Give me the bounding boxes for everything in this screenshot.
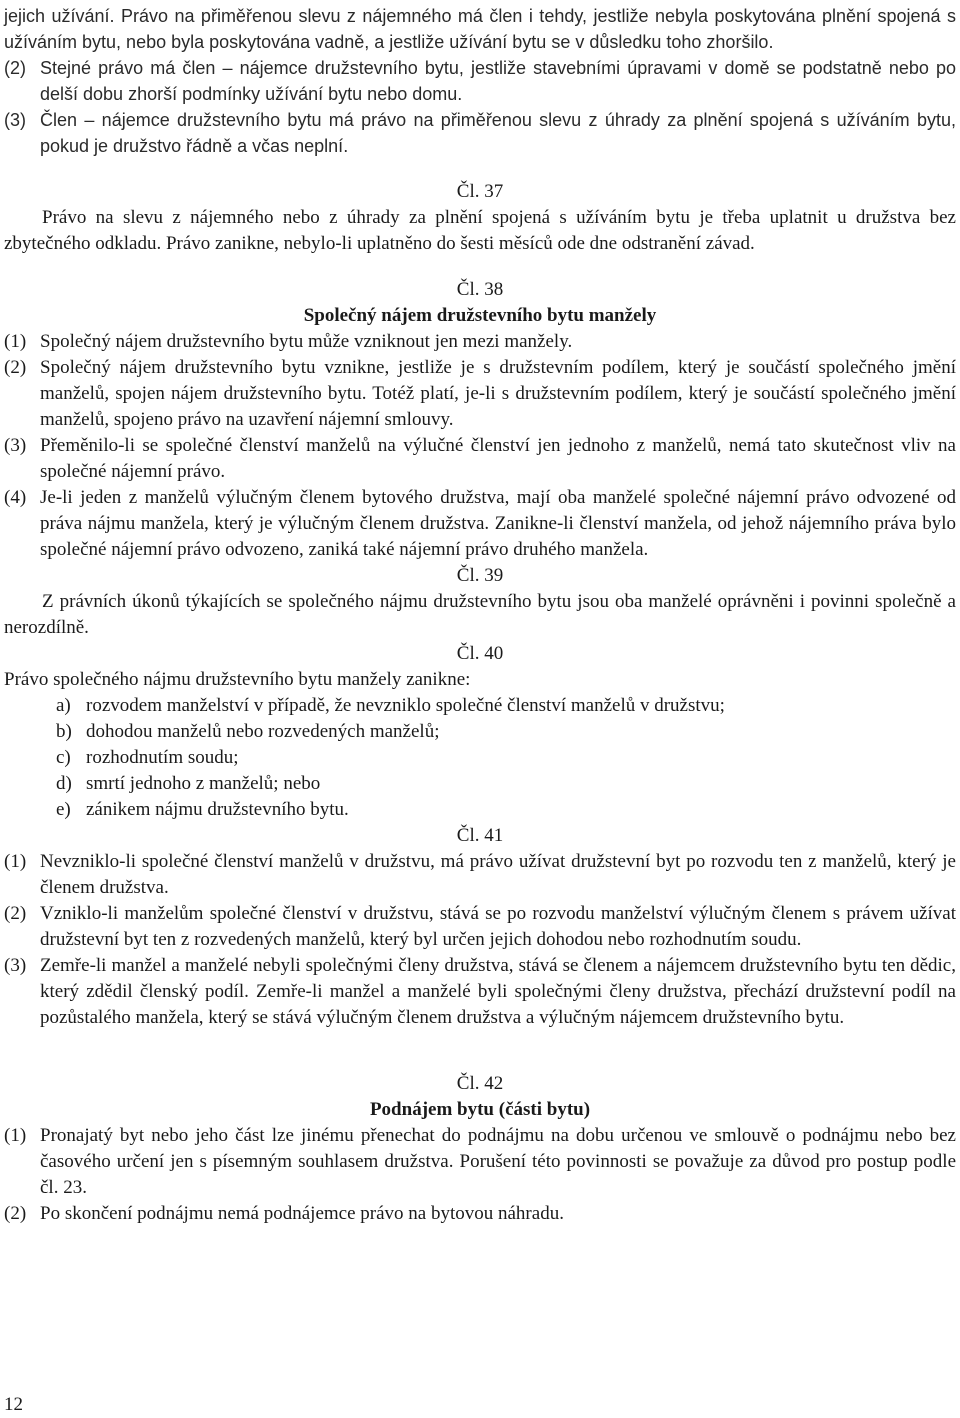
paragraph-text: Společný nájem družstevního bytu vznikne, jestliže je s družstevním podílem, který je součástí společného jmění manželů, spojen nájem družstevního bytu. Totéž platí, je-li s družstevním podílem, který je součástí společného jmění manželů, spojeno právo na uzavření nájemní smlouvy.: [40, 357, 956, 430]
list-item-a: [4, 693, 956, 719]
list-label: a): [56, 695, 71, 716]
paragraph-number: (1): [4, 331, 27, 352]
paragraph-number: (3): [4, 435, 27, 456]
paragraph-41-1: [4, 849, 956, 901]
article-40-intro: Právo společného nájmu družstevního bytu manžely zanikne:: [4, 669, 471, 690]
paragraph-38-4: [4, 485, 956, 563]
list-label: b): [56, 721, 72, 742]
list-text: zánikem nájmu družstevního bytu.: [86, 799, 349, 820]
paragraph-number: (3): [4, 110, 26, 130]
article-39-text: Z právních úkonů týkajících se společného nájmu družstevního bytu jsou oba manželé oprávněni i povinni společně a nerozdílně.: [4, 591, 956, 638]
list-text: dohodou manželů nebo rozvedených manželů;: [86, 721, 440, 742]
paragraph-text: Zemře-li manžel a manželé nebyli společnými členy družstva, stává se členem a nájemcem družstevního bytu ten dědic, který zdědil členský podíl. Zemře-li manžel a manželé byli společnými členy družstva, přechází družstevní podíl na pozůstalého manžela, který se stává výlučným členem družstva a výlučným nájemcem družstevního bytu.: [40, 955, 956, 1028]
paragraph-text: Přeměnilo-li se společné členství manželů na výlučné členství jen jednoho z manželů, nemá tato skutečnost vliv na společné nájemní právo.: [40, 435, 956, 482]
article-37-heading: Čl. 37: [456, 181, 504, 202]
page-number: 12: [4, 1394, 23, 1415]
article-42-heading: Čl. 42: [456, 1073, 504, 1094]
paragraph-number: (1): [4, 1125, 27, 1146]
paragraph-36-3: [4, 107, 956, 159]
document-page: [0, 3, 960, 1418]
list-text: rozhodnutím soudu;: [86, 747, 239, 768]
article-38-heading: Čl. 38: [456, 279, 504, 300]
article-40-heading: Čl. 40: [456, 643, 504, 664]
article-42-title: Podnájem bytu (části bytu): [369, 1099, 591, 1120]
paragraph-42-1: [4, 1123, 956, 1201]
paragraph-number: (4): [4, 487, 27, 508]
list-item-d: [4, 771, 956, 797]
paragraph-38-3: [4, 433, 956, 485]
paragraph-text: Stejné právo má člen – nájemce družstevního bytu, jestliže stavebními úpravami v domě se podstatně nebo po delší dobu zhorší podmínky užívání bytu nebo domu.: [40, 58, 956, 104]
list-item-e: [4, 797, 956, 823]
paragraph-number: (3): [4, 955, 27, 976]
list-label: c): [56, 747, 71, 768]
paragraph-text: Nevzniklo-li společné členství manželů v družstvu, má právo užívat družstevní byt po rozvodu ten z manželů, který je členem družstva.: [40, 851, 956, 898]
paragraph-text: Po skončení podnájmu nemá podnájemce právo na bytovou náhradu.: [40, 1203, 564, 1224]
paragraph-number: (2): [4, 58, 26, 78]
article-38-title: Společný nájem družstevního bytu manžely: [303, 305, 657, 326]
article-37-text: Právo na slevu z nájemného nebo z úhrady za plnění spojená s užíváním bytu je třeba uplatnit u družstva bez zbytečného odkladu. Právo zanikne, nebylo-li uplatněno do šesti měsíců ode dne odstranění závad.: [4, 207, 956, 254]
paragraph-number: (2): [4, 903, 27, 924]
paragraph-text: Pronajatý byt nebo jeho část lze jinému přenechat do podnájmu na dobu určenou ve smlouvě o podnájmu nebo bez časového určení jen s písemným souhlasem družstva. Porušení této povinnosti se považuje za důvod pro postup podle čl. 23.: [40, 1125, 956, 1198]
list-item-c: [4, 745, 956, 771]
list-text: smrtí jednoho z manželů; nebo: [86, 773, 321, 794]
paragraph-text: Vzniklo-li manželům společné členství v družstvu, stává se po rozvodu manželství výlučným členem s právem užívat družstevní byt ten z rozvedených manželů, který byl určen jejich dohodou nebo rozhodnutím soudu.: [40, 903, 956, 950]
paragraph-text: Člen – nájemce družstevního bytu má právo na přiměřenou slevu z úhrady za plnění spojená s užíváním bytu, pokud je družstvo řádně a včas neplní.: [40, 110, 956, 156]
paragraph-41-3: [4, 953, 956, 1031]
list-label: e): [56, 799, 71, 820]
paragraph-41-2: [4, 901, 956, 953]
article-39-heading: Čl. 39: [456, 565, 504, 586]
paragraph-38-2: [4, 355, 956, 433]
paragraph-42-2: [4, 1201, 956, 1227]
list-label: d): [56, 773, 72, 794]
paragraph-number: (1): [4, 851, 27, 872]
paragraph-continuation: jejich užívání. Právo na přiměřenou slevu z nájemného má člen i tehdy, jestliže nebyla poskytována plnění spojená s užíváním bytu, nebo byla poskytována vadně, a jestliže užívání bytu se v důsledku toho zhoršilo.: [4, 6, 956, 52]
paragraph-36-2: [4, 55, 956, 107]
paragraph-number: (2): [4, 357, 27, 378]
article-41-heading: Čl. 41: [456, 825, 504, 846]
paragraph-38-1: [4, 329, 956, 355]
list-item-b: [4, 719, 956, 745]
paragraph-text: Je-li jeden z manželů výlučným členem bytového družstva, mají oba manželé společné nájemní právo odvozené od práva nájmu manžela, který je výlučným členem družstva. Zanikne-li členství manžela, od jehož nájemního práva bylo společné nájemní právo odvozeno, zaniká také nájemní právo druhého manžela.: [40, 487, 956, 560]
list-text: rozvodem manželství v případě, že nevzniklo společné členství manželů v družstvu;: [86, 695, 725, 716]
paragraph-text: Společný nájem družstevního bytu může vzniknout jen mezi manžely.: [40, 331, 573, 352]
paragraph-number: (2): [4, 1203, 27, 1224]
